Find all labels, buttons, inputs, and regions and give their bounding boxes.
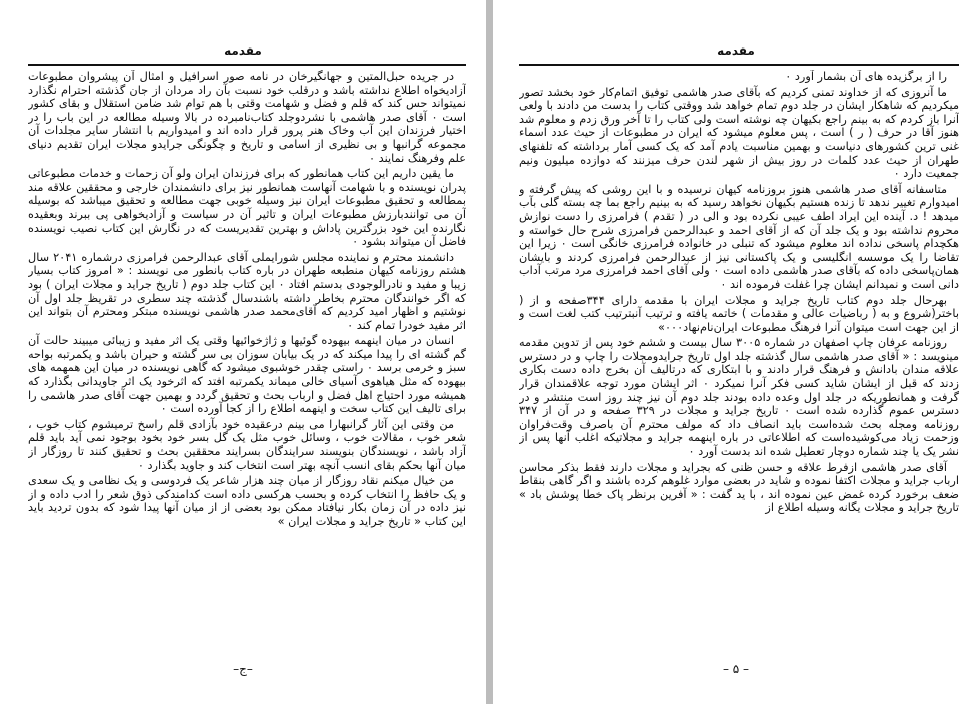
paragraph: من خیال میکنم نقاد روزگار از میان چند هزار شاعر یک فردوسی و یک نظامی و یک سعدی و یک حافظ را انتخاب کرده و بحسب هرکسی داده است کدامندکی ذوق شعر را ادب داده و از نیز داده در آن زمان بکار نیافتاد ممکن بود بعضی از از میان آنها پیدا شود که بدون تردید باید این کتاب « تاریخ جراید و مجلات ایران » bbox=[28, 474, 466, 528]
paragraph: در جریده حبل‌المتین و جهانگیرخان در نامه صور اسرافیل و امثال آن پیشروان مطبوعات آزادیخواه اطلاع نداشته باشد و درقلب خود نسبت بآن راد مردان از جان گذشته احترام نگذارد نمیتواند حس کند که قلم و فضل و شهامت وقتی با هم توام شد ضامن استقلال و بقای کشور است ۰ آقای صدر هاشمی با نشردوجلد کتاب‌نامبرده در بالا وسیله مطالعه در این باب را در اختیار فرزندان این آب وخاک هنر پرور قرار داده اند و امیدواریم با انتشار سایر مجلدات آن مجموعه گرانبها و بی نظیری از اسامی و تاریخ و چگونگی جرایدو مجلات ایران تقدیم دنیای علم وفرهنگ نمایند ۰ bbox=[28, 70, 466, 165]
running-head-left: مقدمه bbox=[224, 44, 262, 58]
book-gutter bbox=[486, 0, 493, 704]
paragraph: متاسفانه آقای صدر هاشمی هنوز بروزنامه کیهان نرسیده و با این روشی که پیش گرفته و امیدوارم تغییر ندهد تا زنده هستیم بکیهان نخواهد رسید که به بینیم راجع بما چه بسته گلی بآب میدهد ! د. آینده این ایراد اطف عیبی نکرده بود و الی در ( تقدم ) فرامرزی را دست نوازش محروم نداشته بود و یک جلد آن که از آقای احمد و عبدالرحمن فرامرزی شرح حال خواسته و هکچدام پاسخی نداده اند معلوم میشود که تنبلی در خانواده فرامرزی خانگی است ۰ زیرا این تقاضا را یک موسسه انگلیسی و یک پاکستانی نیز از عبدالرحمن فرامرزی کردند و بایشان همان‌پاسخی داده که بآقای صدر هاشمی داده است ۰ ولی آقای احمد فرامرزی مرد مرتب آداب دانی است و نمیدانم ایشان چرا غفلت فرموده اند ۰ bbox=[519, 182, 959, 291]
header-rule-left bbox=[28, 64, 466, 66]
paragraph: آقای صدر هاشمی ازفرط علاقه و حسن ظنی که بجراید و مجلات دارند فقط بذکر محاسن ارباب جراید و مجلات اکتفا نموده و شاید در بعضی موارد غلوهم کرده باشند و اگر گاهی بنقاط ضعف برخورد کرده غمض عین نموده اند ، با ید گفت : « آفرین برنظر پاک خطا پوشش باد » تاریخ جراید و مجلات یگانه وسیله اطلاع از bbox=[519, 460, 959, 515]
paragraph: بهرحال جلد دوم کتاب تاریخ جراید و مجلات ایران با مقدمه دارای ۳۴۴صفحه و از ( باختر(شروع و به ( رباضیات عالی و مقدمات ) خاتمه یافته و ترتیب آنبترتیب کتب لغت است و از این جهت است میتوان آنرا فرهنگ مطبوعات ایران‌نام‌نهاد۰۰۰» bbox=[519, 293, 959, 334]
page-number-left: –ج– bbox=[233, 662, 253, 676]
running-head-right: مقدمه bbox=[717, 44, 755, 58]
body-text-right bbox=[519, 70, 959, 644]
left-page bbox=[0, 0, 486, 704]
paragraph: ما آنروزی که از خداوند تمنی کردیم که بآقای صدر هاشمی توفیق اتمام‌کار خود بخشد تصور میکردیم که شاهکار ایشان در جلد دوم تمام خواهد شد ووقتی کتاب را بدست من دادند با ولعی آنرا باز کردم که به بینم راجع بکیهان چه نوشته است ولی کتاب را تا آخر ورق زدم و معلوم شد هنوز آقا در حرف ( ر ) است ، پس معلوم میشود که ایران در مطبوعات از حیث عدد اسماء غنی ترین کشورهای دنیاست و بهمین مناسبت یادم آمد که یک کسی آمار برداشته که تلفنهای طهران از حیث عدد کلمات در روز بیش از شهر لندن حرف میزنند که دوازده میلیون ونیم جمعیت دارد ۰ bbox=[519, 85, 959, 181]
paragraph: را از برگزیده های آن بشمار آورد ۰ bbox=[785, 70, 947, 83]
paragraph: دانشمند محترم و نماینده مجلس شورایملی آقای عبدالرحمن فرامرزی درشماره ۲۰۴۱ سال هشتم روزنامه کیهان منطبعه طهران در باره کتاب بانطور می نویسند : « امروز کتاب بسیار زیبا و مفید و نادرالوجودی بدستم افتاد ۰ این کتاب جلد دوم ( تاریخ جراید و مجلات ایران ) بود که اگر خوانندگان محترم بخاطر داشته باشندسال گذشته چند سطری در تقریظ جلد اول آن نوشتیم و اظهار امید کردیم که آقای‌محمد صدر هاشمی نویسنده مبتکر ومحترم آن بتواند این اثر مفید خودرا تمام کند ۰ bbox=[28, 250, 466, 332]
page-number-right: – ۵ – bbox=[722, 662, 750, 676]
paragraph: من وقتی این آثار گرانبهارا می بینم درعقیده خود بآزادی قلم راسخ ترمیشوم کتاب خوب ، شعر خوب ، مقالات خوب ، وسائل خوب مثل یک گل بسر خود بخود بوجود نمی آید باید قلم آزاد باشد ، نویسندگان بنویسند سرایندگان بسرایند محققین بحث و تحقیق کنند تا روزگار از میان آنها بحکم بقای انسب آنچه بهتر است انتخاب کند و جاوید بگذارد ۰ bbox=[28, 417, 466, 472]
paragraph: روزنامه عرفان چاپ اصفهان در شماره ۳۰۰۵ سال بیست و ششم خود پس از تدوین مقدمه مینویسد : « آقای صدر هاشمی سال گذشته جلد اول تاریخ جرایدومجلات را چاپ و در دسترس علاقه مندان بادانش و فرهنگ قرار دادند و با ابتکاری که درتالیف آن بخرج داده دست بکاری زدند که قبل از ایشان شاید کسی فکر آنرا نمیکرد ۰ اثر ایشان مورد توجه علاقمندان قرار گرفت و همانطوریکه در جلد اول وعده داده بودند جلد دوم آن نیز چند روز است منتشر و در دسترس عموم گذارده شده است ۰ تاریخ جراید و مجلات در ۳۲۹ صفحه و در آن از ۳۴۷ روزنامه ومجله بحث شده‌است باید انصاف داد که مولف محترم آن باصرف وقت‌فراوان وزحمت زیاد می‌کوشیده‌است که اطلاعاتی در باره اینهمه جراید و مجلاتیکه اغلب آنها پس از نشر یک یا چند شماره دوچار تعطیل شده اند بدست آورد ۰ bbox=[519, 336, 959, 459]
body-text-left bbox=[28, 70, 466, 644]
right-page bbox=[493, 0, 979, 704]
paragraph: انسان در میان اینهمه بیهوده گوئیها و ژاژخوائیها وقتی یک اثر مفید و زیبائی میبیند حالت آن گم گشته ای را پیدا میکند که در یک بیابان سوزان بی سر گشته و حیران باشد و یکمرتبه بواحه سبز و خرمی برسد ۰ راستی چقدر خوشبوی میشود که گاهی نویسنده در میان این همهمه های بیهوده که مثل هیاهوی آسیای خالی میماند یکمرتبه افتد که اثرخود یک اثر جاویدانی بگذارد که همیشه مورد احتیاج اهل فضل و ارباب بحث و تحقیق گردد و بهمین جهت آقای صدر هاشمی را برای تالیف این کتاب سخت و اینهمه اطلاع را از کجا آورده است ۰ bbox=[28, 334, 466, 416]
header-rule-right bbox=[519, 64, 959, 66]
paragraph: ما یقین داریم این کتاب همانطور که برای فرزندان ایران ولو آن زحمات و خدمات مطبوعاتی پدران نویسنده و با شهامت آنهاست همانطور نیز برای دانشمندان خارجی و محققین علاقه مند بمطالعه و تحقیق مطبوعات ایران نیز وسیله خوبی جهت مطالعه و تحقیق میباشد که بوسیله آن می توانندبارزش مطبوعات ایران و تاثیر آن در سیاست و آزادیخواهی پی ببرند وبعقیده نگارنده این خود بزرگترین پاداش و بهترین تقدیریست که در نگارش این کتاب نصیب نویسنده فاضل آن میتواند بشود ۰ bbox=[28, 167, 466, 249]
